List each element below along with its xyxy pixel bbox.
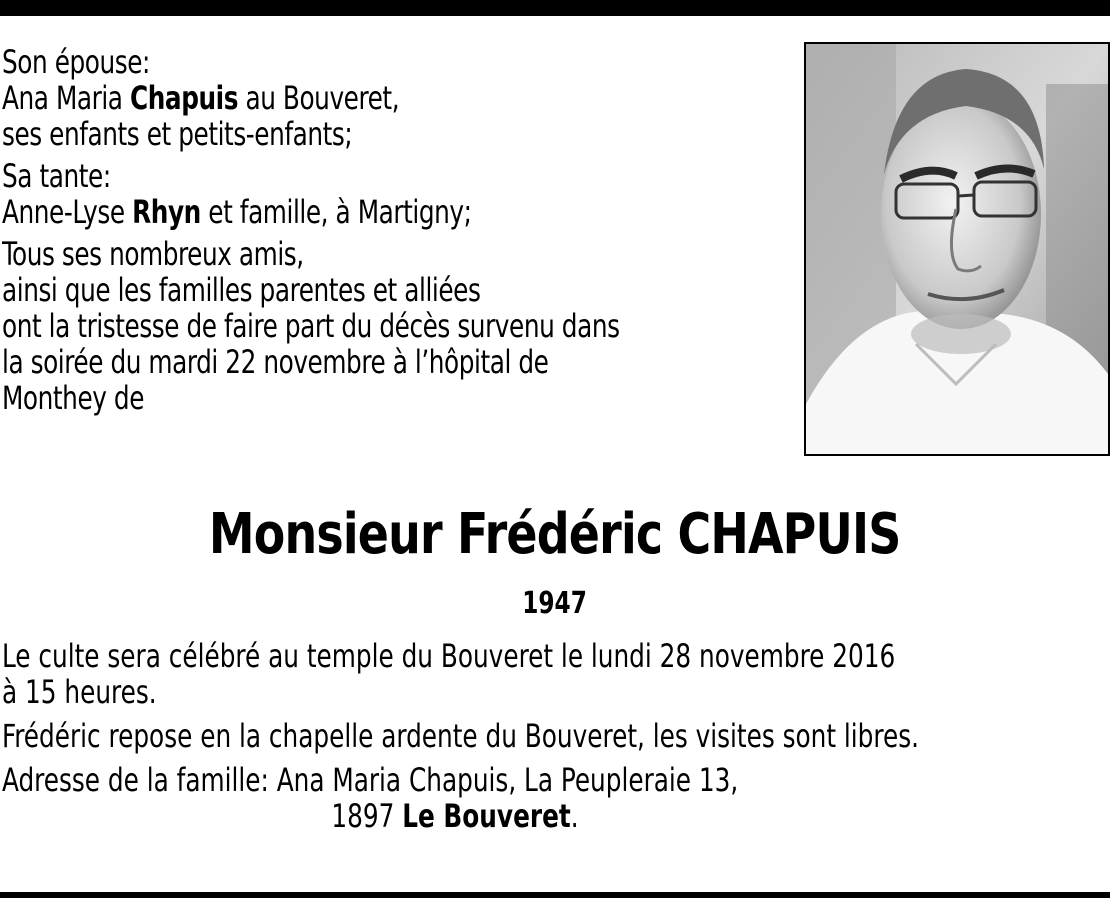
friends-line: Tous ses nombreux amis, [2, 235, 304, 273]
friends-line: Monthey de [2, 379, 145, 417]
aunt-surname: Rhyn [132, 193, 201, 231]
top-rule [0, 0, 1110, 16]
service-line: Le culte sera célébré au temple du Bouveret le lundi 28 novembre 2016 [2, 637, 896, 675]
portrait-photo [804, 42, 1110, 456]
bottom-rule [0, 892, 1110, 898]
birth-year: 1947 [522, 586, 588, 621]
chapel-block [2, 718, 1108, 754]
address-city: Le Bouveret [402, 797, 571, 835]
spouse-name-line: Ana Maria Chapuis au Bouveret, [2, 79, 400, 117]
friends-block [2, 236, 662, 416]
friends-line: ont la tristesse de faire part du décès survenu dans [2, 307, 620, 345]
announcement-intro [2, 44, 662, 422]
address-block [2, 762, 1108, 834]
spouse-surname: Chapuis [129, 79, 239, 117]
service-line: à 15 heures. [2, 673, 157, 711]
deceased-name: Monsieur Frédéric CHAPUIS [209, 502, 901, 567]
portrait-image [806, 44, 1108, 454]
service-block [2, 638, 1108, 710]
announcement-details [2, 638, 1108, 842]
aunt-heading: Sa tante: [2, 157, 111, 195]
spouse-family: ses enfants et petits-enfants; [2, 115, 353, 153]
spouse-heading: Son épouse: [2, 43, 150, 81]
aunt-name-line: Anne-Lyse Rhyn et famille, à Martigny; [2, 193, 472, 231]
aunt-block [2, 158, 662, 230]
address-line: Adresse de la famille: Ana Maria Chapuis, La Peupleraie 13, [2, 761, 739, 799]
address-city-line: 1897 Le Bouveret. [331, 797, 579, 835]
spouse-block [2, 44, 662, 152]
friends-line: ainsi que les familles parentes et alliées [2, 271, 481, 309]
friends-line: la soirée du mardi 22 novembre à l’hôpital de [2, 343, 549, 381]
chapel-line: Frédéric repose en la chapelle ardente du Bouveret, les visites sont libres. [2, 717, 919, 755]
